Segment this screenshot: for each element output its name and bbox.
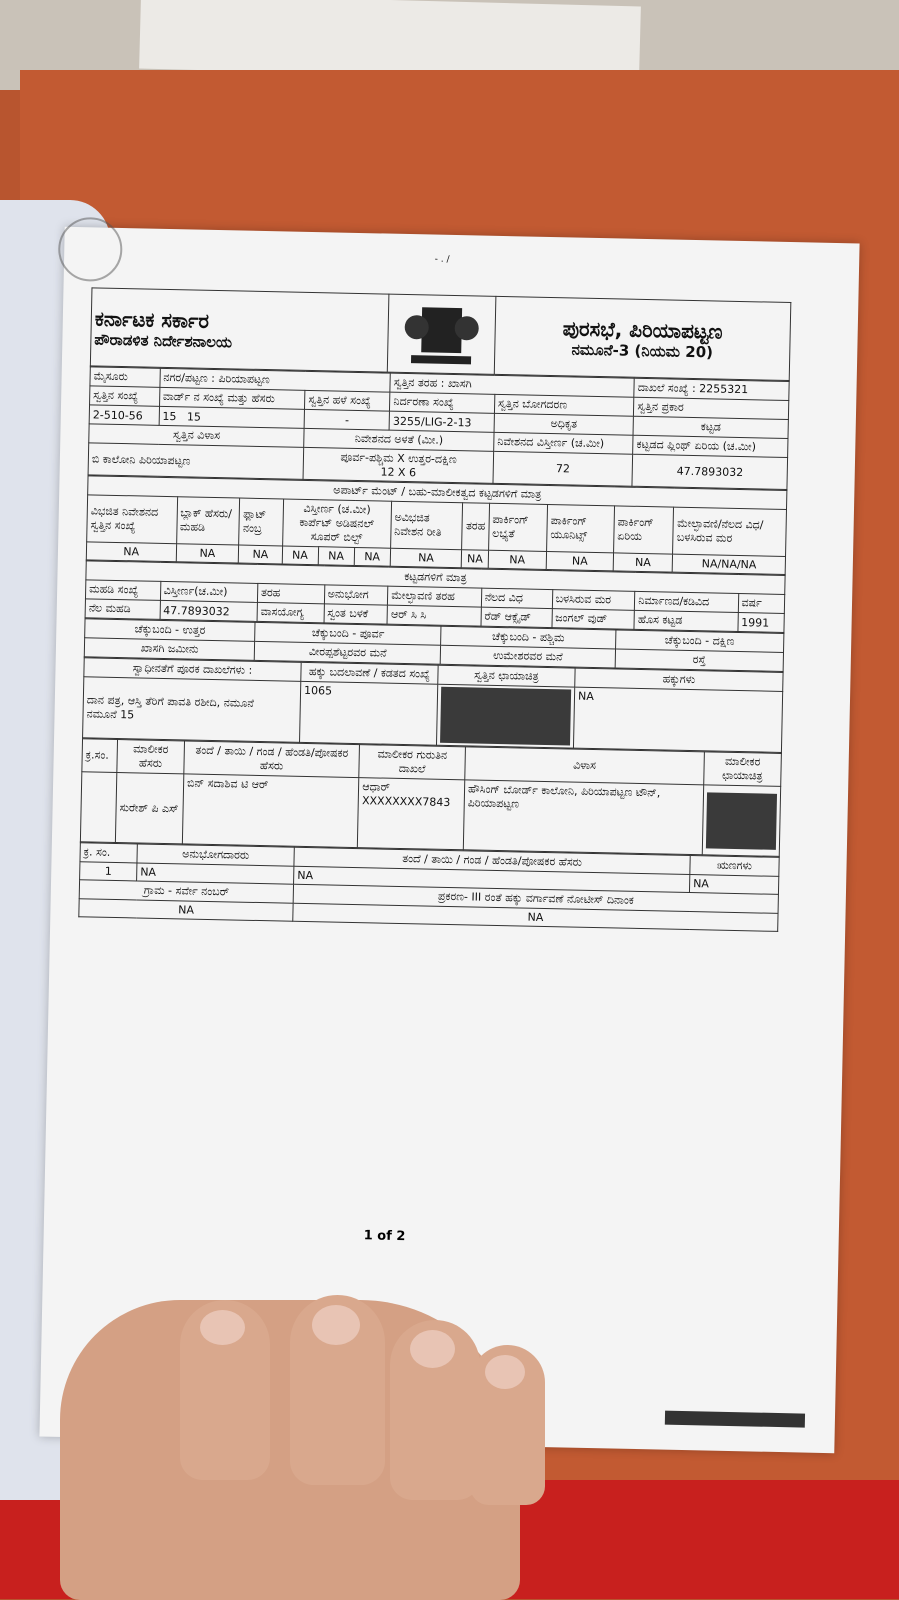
header-site-size: ನಿವೇಶನದ ಅಳತೆ (ಮೀ.) (304, 428, 494, 451)
holding-status: ಅಧಿಕೃತ (494, 413, 634, 435)
apt-header: ಪಾರ್ಕಿಂಗ್ ಲಭ್ಯತೆ (488, 503, 547, 551)
liabilities-value: NA (689, 875, 778, 895)
site-area: 72 (493, 451, 633, 486)
boundary-value: ಖಾಸಗಿ ಜಮೀನು (84, 638, 255, 661)
apt-value: NA (390, 548, 462, 567)
boundary-header: ಚೆಕ್ಕುಬಂದಿ - ಪೂರ್ವ (255, 622, 441, 645)
notice-value: NA (293, 903, 778, 931)
building-value: 1991 (737, 612, 784, 632)
building-header: ತರಹ (257, 583, 324, 603)
govt-title: ಕರ್ನಾಟಕ ಸರ್ಕಾರ (94, 305, 210, 333)
apt-value: NA (462, 550, 489, 569)
apt-header: ಅಡಿಷನಲ್ (335, 516, 375, 531)
city-label: ನಗರ/ಪಟ್ಟಣ : ಪಿರಿಯಾಪಟ್ಟಣ (160, 368, 391, 392)
building-header: ವರ್ಷ (738, 593, 785, 613)
property-kind: ಸ್ವತ್ತಿನ ತರಹ : ಖಾಸಗಿ (390, 373, 634, 397)
apt-header: ಸೂಪರ್ ಬಿಲ್ಟ್ (310, 530, 363, 545)
municipality-title: ಪುರಸಭೆ, ಪಿರಿಯಾಪಟ್ಟಣ (562, 315, 723, 344)
header-assessment-no: ನಿರ್ದರಣಾ ಸಂಖ್ಯೆ (390, 392, 495, 413)
info-table (88, 366, 790, 490)
apt-value: NA (318, 547, 354, 566)
mutation-header: ಹಕ್ಕು ಬದಲಾವಣೆ / ಕಡತದ ಸಂಖ್ಯೆ (301, 662, 438, 684)
building-header: ಮೇಲ್ಛಾವಣಿ ತರಹ (388, 586, 482, 607)
property-photo (440, 687, 571, 746)
apartment-title: ಅಪಾರ್ಟ್ ಮೆಂಟ್ / ಬಹು-ಮಾಲೀಕತ್ವದ ಕಟ್ಟಡಗಳಿಗೆ ಮಾತ್ರ (88, 476, 787, 510)
apt-value: NA (488, 550, 547, 569)
occupant-header: ಅನುಭೋಗದಾರರು (137, 844, 295, 866)
building-value: ರೆಡ್ ಆಕ್ಸೈಡ್ (481, 607, 552, 627)
building-value: 47.7893032 (160, 600, 258, 621)
boundary-header: ಚೆಕ್ಕುಬಂದಿ - ಪಶ್ಚಿಮ (441, 626, 616, 649)
header-table (90, 287, 792, 381)
rights-value: NA (573, 687, 782, 752)
occupant-parent: NA (294, 866, 690, 892)
property-number: 2-510-56 (89, 405, 159, 425)
boundary-value: ಉಮೇಶರವರ ಮನೆ (440, 645, 615, 668)
building-value: ನೆಲ ಮಹಡಿ (85, 599, 160, 620)
building-header: ನಿರ್ಮಾಣದ/ಕಡಿವಿದ (635, 591, 739, 612)
district: ಮೈಸೂರು (90, 367, 160, 387)
fingernail (485, 1355, 525, 1389)
site-direction: ಪೂರ್ವ-ಪಶ್ಚಿಮ X ಉತ್ತರ-ದಕ್ಷಿಣ (340, 450, 457, 467)
building-value: ಜಂಗಲ್ ವುಡ್ (552, 609, 635, 630)
consent-sl-header: ಕ್ರ. ಸಂ. (80, 843, 137, 863)
building-header: ನೆಲದ ವಿಧ (481, 588, 552, 608)
owner-name: ಸುರೇಶ್ ಪಿ ಎಸ್ (115, 773, 183, 844)
consent-sl: 1 (80, 862, 137, 881)
docs-value-form: ನಮೂನೆ 15 (86, 707, 135, 722)
header-property-type: ಸ್ವತ್ತಿನ ಪ್ರಕಾರ (634, 397, 789, 419)
old-number: - (304, 409, 389, 430)
ward-name: 15 (186, 409, 202, 424)
notice-header: ಪ್ರಕರಣ- III ರಂತೆ ಹಕ್ಕು ವರ್ಗಾವಣೆ ನೋಟೀಸ್ ದಿನಾಂಕ (293, 884, 778, 913)
header-holding: ಸ್ವತ್ತಿನ ಬೋಗದರಣ (494, 394, 634, 416)
header-address: ಸ್ವತ್ತಿನ ವಿಳಾಸ (89, 424, 305, 448)
owner-id-header: ಮಾಲೀಕರ ಗುರುತಿನ ದಾಖಲೆ (359, 745, 465, 780)
apt-header: ತರಹ (462, 503, 489, 551)
property-address: ಬಿ ಕಾಲೋನಿ ಪಿರಿಯಾಪಟ್ಟಣ (88, 443, 304, 480)
owner-name-header: ಮಾಲೀಕರ ಹೆಸರು (117, 740, 185, 774)
dark-bar (665, 1411, 805, 1428)
occupant-name: NA (137, 863, 294, 884)
finger (470, 1345, 545, 1505)
building-value: ಹೊಸ ಕಟ್ಟಡ (634, 610, 738, 631)
finger (290, 1295, 385, 1485)
property-photo-header: ಸ್ವತ್ತಿನ ಛಾಯಾಚಿತ್ರ (438, 665, 575, 687)
apt-value: NA (282, 546, 318, 565)
property-form (78, 254, 791, 932)
building-header: ಬಳಸಿರುವ ಮರ (552, 590, 635, 611)
assessment-number: 3255/LIG-2-13 (389, 411, 494, 432)
rights-header: ಹಕ್ಕುಗಳು (575, 668, 783, 691)
finger (390, 1320, 480, 1500)
header-property-no: ಸ್ವತ್ತಿನ ಸಂಖ್ಯೆ (90, 386, 160, 406)
docs-header: ಸ್ವಾಧೀನತೆಗೆ ಪೂರಕ ದಾಖಲೆಗಳು : (84, 658, 301, 682)
owner-address: ಹೌಸಿಂಗ್ ಬೋರ್ಡ್ ಕಾಲೋನಿ, ಪಿರಿಯಾಪಟ್ಟಣ ಟೌನ್, ಪಿರಿಯಾಪಟ್ಟಣ (463, 780, 703, 855)
apt-header: ಮೇಲ್ಛಾವಣಿ/ನೆಲದ ವಿಧ/ಬಳಸಿರುವ ಮರ (673, 507, 787, 556)
owner-id-type: ಆಧಾರ್ (362, 780, 391, 794)
header-old-no: ಸ್ವತ್ತಿನ ಹಳೆ ಸಂಖ್ಯೆ (305, 390, 390, 411)
apt-value: NA (354, 547, 390, 566)
page-number: 1 of 2 (363, 1228, 406, 1245)
document-page (39, 227, 859, 1453)
apt-area-group: ವಿಸ್ತೀರ್ಣ (ಚ.ಮೀ) (303, 501, 371, 517)
owner-photo-header: ಮಾಲೀಕರ ಛಾಯಾಚಿತ್ರ (704, 752, 782, 787)
finger (180, 1300, 270, 1480)
owner-sl-header: ಕ್ರ.ಸಂ. (82, 739, 118, 773)
form-number: ನಮೂನೆ-3 (ನಿಯಮ 20) (571, 339, 714, 361)
record-number: ದಾಖಲೆ ಸಂಖ್ಯೆ : 2255321 (634, 378, 789, 400)
apt-value: NA (239, 545, 282, 564)
plinth-area: 47.7893032 (632, 454, 787, 489)
header-ward: ವಾರ್ಡ್ ನ ಸಂಖ್ಯೆ ಮತ್ತು ಹೆಸರು (159, 387, 305, 409)
apt-value: NA (86, 542, 176, 562)
apt-header: ಪಾರ್ಕಿಂಗ್ ಏರಿಯ (613, 506, 674, 554)
survey-value: NA (79, 899, 293, 921)
ward-number: 15 (162, 409, 177, 423)
apt-header: ಅವಿಭಜಿತ ನಿವೇಶನ ರೀತಿ (390, 501, 463, 549)
owner-parent-header: ತಂದೆ / ತಾಯಿ / ಗಂಡ / ಹೆಂಡತಿ/ಪೋಷಕರ ಹೆಸರು (184, 741, 360, 778)
owner-photo (706, 792, 777, 849)
consent-table (78, 842, 779, 932)
apt-value: NA/NA/NA (673, 554, 786, 574)
boundary-value: ರಸ್ತೆ (615, 649, 784, 672)
building-header: ಅನುಭೋಗ (324, 585, 388, 605)
apt-value: NA (176, 544, 239, 563)
documents-table (82, 657, 784, 753)
apt-header: ಬ್ಲಾಕ್ ಹೆಸರು/ಮಹಡಿ (176, 497, 240, 545)
boundary-header: ಚೆಕ್ಕುಬಂದಿ - ದಕ್ಷಿಣ (615, 630, 784, 653)
building-title: ಕಟ್ಟಡಗಳಿಗೆ ಮಾತ್ರ (86, 561, 785, 595)
owner-parent: ಬಿನ್ ಸದಾಶಿವ ಟಿ ಆರ್ (182, 774, 359, 848)
apt-header: ಕಾರ್ಪೆಟ್ (299, 515, 333, 530)
header-plinth-area: ಕಟ್ಟಡದ ಪ್ಲಿಂಥ್ ಏರಿಯ (ಚ.ಮೀ) (633, 435, 788, 457)
owner-id-number: XXXXXXXX7843 (361, 794, 451, 810)
seal-note: ‑ . / (434, 254, 450, 265)
occupant-parent-header: ತಂದೆ / ತಾಯಿ / ಗಂಡ / ಹೆಂಡತಿ/ಪೋಷಕರ ಹೆಸರು (294, 847, 690, 874)
building-header: ಮಹಡಿ ಸಂಖ್ಯೆ (85, 580, 160, 601)
building-value: ವಾಸಯೋಗ್ಯ (257, 602, 324, 622)
apt-value: NA (613, 553, 673, 572)
mutation-number: 1065 (300, 681, 438, 745)
property-type: ಕಟ್ಟಡ (633, 416, 788, 438)
boundary-header: ಚೆಕ್ಕುಬಂದಿ - ಉತ್ತರ (85, 619, 256, 642)
apt-header: ಫ್ಲಾಟ್ ನಂಬ್ರ (239, 498, 283, 546)
state-emblem-icon (396, 297, 487, 369)
building-header: ವಿಸ್ತೀರ್ಣ(ಚ.ಮೀ) (160, 581, 258, 602)
apt-header: ಪಾರ್ಕಿಂಗ್ ಯೂನಿಟ್ಸ್ (547, 504, 615, 552)
fingernail (200, 1310, 245, 1345)
apt-value: NA (546, 551, 613, 570)
apt-header: ವಿಭಜಿತ ನಿವೇಶನದ ಸ್ವತ್ತಿನ ಸಂಖ್ಯೆ (87, 495, 177, 544)
directorate-title: ಪೌರಾಡಳಿತ ನಿರ್ದೇಶನಾಲಯ (94, 329, 233, 351)
docs-value: ದಾನ ಪತ್ರ, ಆಸ್ತಿ ತೆರಿಗೆ ಪಾವತಿ ರಶೀದಿ, ನಮೂನೆ (86, 693, 254, 710)
fingernail (410, 1330, 455, 1368)
liabilities-header: ಋಣಗಳು (690, 856, 779, 877)
fingernail (312, 1305, 360, 1345)
building-value: ಆರ್ ಸಿ ಸಿ (387, 605, 481, 626)
site-dimension: 12 X 6 (380, 465, 417, 480)
owner-address-header: ವಿಳಾಸ (465, 747, 705, 785)
owners-table (80, 738, 782, 857)
building-value: ಸ್ವಂತ ಬಳಕೆ (324, 604, 388, 624)
boundary-value: ವೀರಪ್ಪಶೆಟ್ಟರವರ ಮನೆ (255, 641, 441, 664)
apartment-table (86, 475, 788, 575)
header-site-area: ನಿವೇಶನದ ವಿಸ್ತೀರ್ಣ (ಚ.ಮೀ) (494, 432, 634, 454)
survey-header: ಗ್ರಾಮ - ಸರ್ವೇ ನಂಬರ್ (79, 880, 293, 903)
